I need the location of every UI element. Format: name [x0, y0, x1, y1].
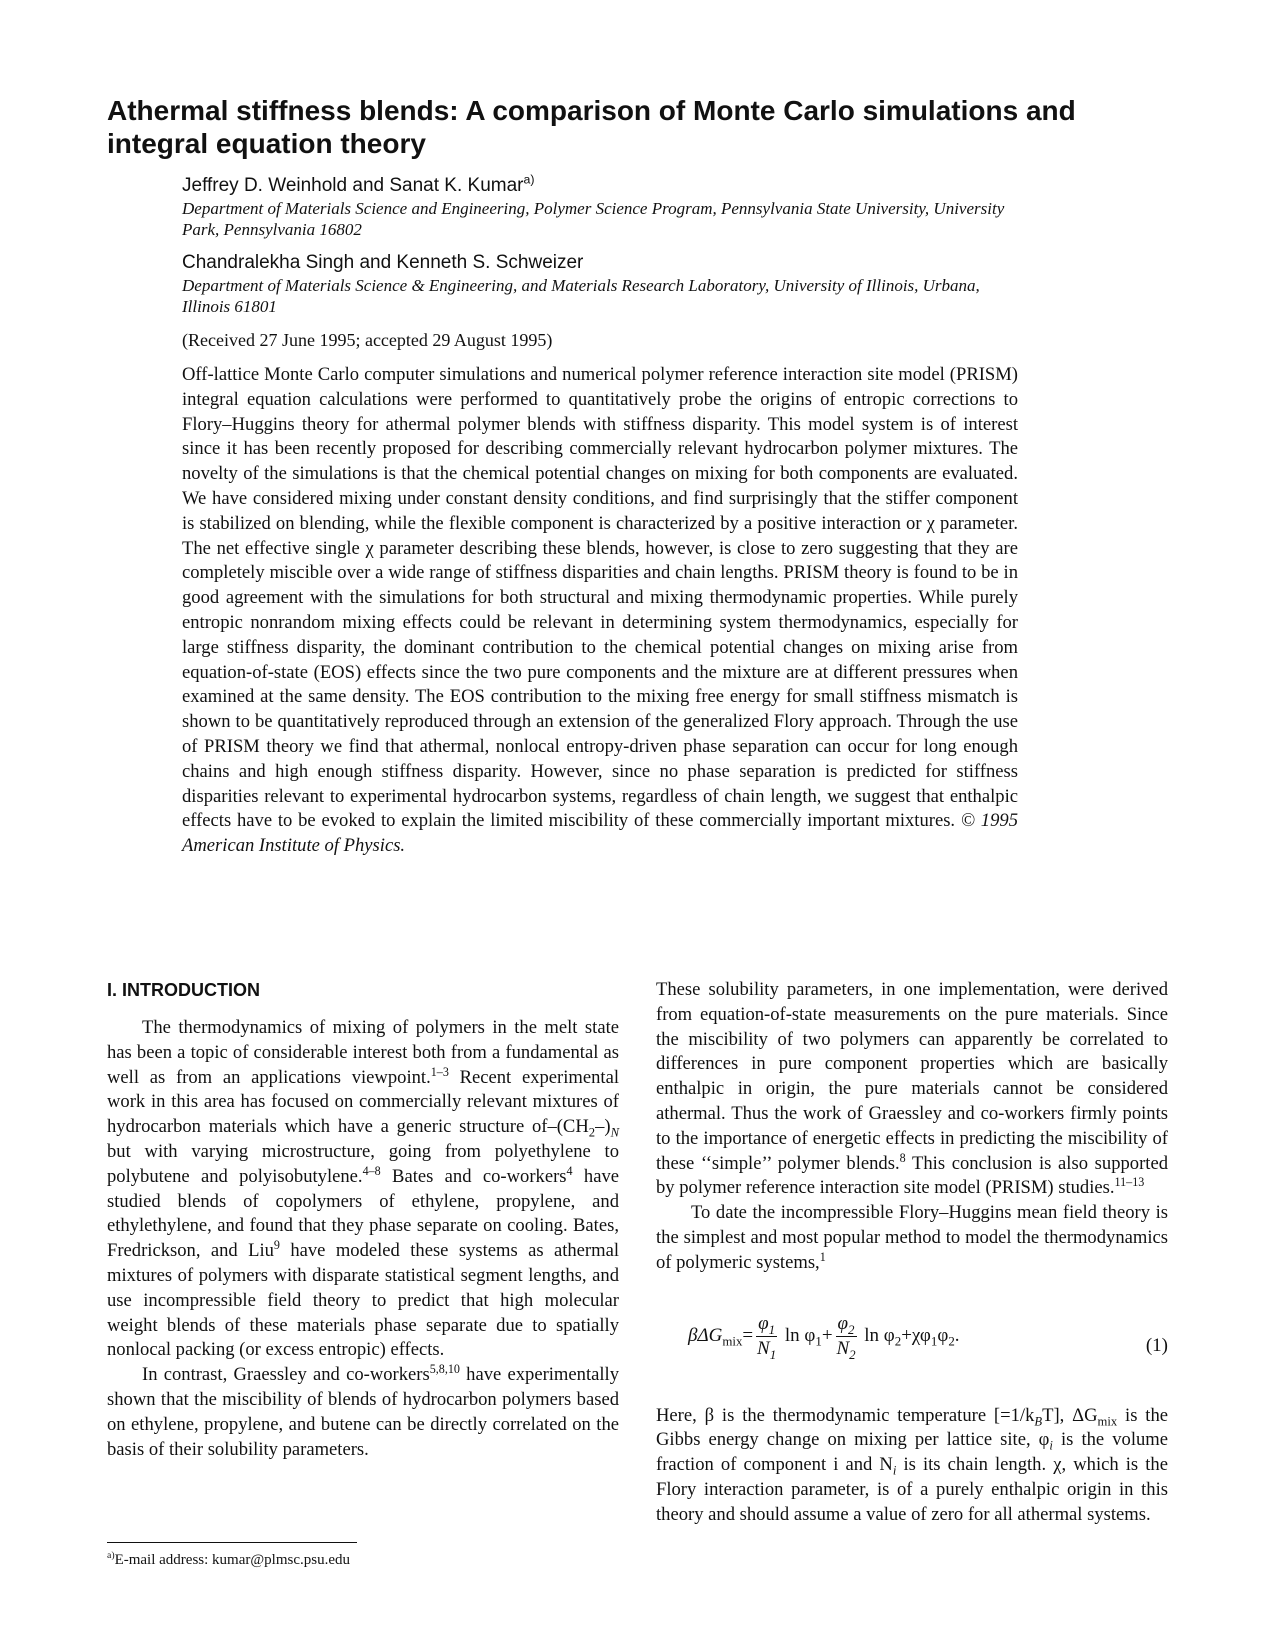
citation: 1: [819, 1249, 826, 1264]
received-dates: (Received 27 June 1995; accepted 29 August 1995): [182, 330, 553, 350]
author-footnote-mark: a): [523, 172, 535, 187]
abstract: [182, 363, 1018, 859]
footnote-text: E-mail address: kumar@plmsc.psu.edu: [114, 1552, 351, 1568]
copyright-notice: © 1995 American Institute of Physics.: [182, 810, 1018, 857]
intro-paragraph-1: The thermodynamics of mixing of polymers in the melt state has been a topic of considerable interest both from a fundamental as well as from an applications viewpoint.$^{1-3}$ Recent experimental work in this area has focused on commercially relevant mixtures of hydrocarbon materials which have a generic structure $of-(CH_2-)_N$ but with varying microstructure, going from polyethylene to polybutene and polyisobutylene.$^{4-8}$ Bates and co-workers$^4$ have studied blends of copolymers of ethylene, propylene, and ethylethylene, and found that they phase separate on cooling. Bates, Fredrickson, and Liu$^9$ have modeled these systems as athermal mixtures of polymers with disparate statistical segment lengths, and use incompressible field theory to predict that high molecular weight blends of these materials phase separate due to spatially nonlocal packing (or excess entropic) effects.: [107, 1017, 620, 1361]
author-list-1: [182, 174, 1018, 198]
citation: 1–3: [430, 1064, 449, 1079]
column-left: [107, 978, 619, 1462]
citation: 4–8: [362, 1163, 381, 1178]
footnote-rule: [107, 1542, 357, 1543]
equation-body: βΔG$_{mix}$= $\frac{\varphi_1}{N_1}$ $\ln \varphi_1+$ $\frac{\varphi_2}{N_2}$ $\ln \varphi_2+\chi\varphi_1\varphi_2$.: [688, 1312, 960, 1362]
affiliation-2: Department of Materials Science & Engineering, and Materials Research Laboratory, University of Illinois, Urbana, Illinois 61801: [182, 276, 980, 316]
intro-paragraph-2: In contrast, Graessley and co-workers$^{5,8,10}$ have experimentally shown that the miscibility of blends of hydrocarbon polymers based on ethylene, propylene, and butene can be directly correlated on the basis of their solubility parameters.: [107, 1361, 619, 1460]
fraction-2: $\frac{\varphi_2}{N_2}$: [836, 1312, 856, 1362]
citation: 11–13: [1114, 1175, 1145, 1190]
column-right: [656, 978, 1168, 1528]
equation-1: [656, 1304, 1168, 1386]
paper-title: Athermal stiffness blends: A comparison of Monte Carlo simulations and integral equation theory: [107, 95, 1076, 159]
front-matter: [182, 174, 1018, 859]
citation: 4: [566, 1163, 573, 1178]
abstract-text: Off-lattice Monte Carlo computer simulations and numerical polymer reference interaction site model (PRISM) integral equation calculations were performed to quantitatively probe the origins of entropic corrections to Flory–Huggins theory for athermal polymer blends with stiffness disparity. This model system is of interest since it has been recently proposed for describing commercially relevant hydrocarbon polymer mixtures. The novelty of the simulations is that the chemical potential changes on mixing for both components are evaluated. We have considered mixing under constant density conditions, and find surprisingly that the stiffer component is stabilized on blending, while the flexible component is characterized by a positive interaction or χ parameter. The net effective single χ parameter describing these blends, however, is close to zero suggesting that they are completely miscible over a wide range of stiffness disparities and chain lengths. PRISM theory is found to be in good agreement with the simulations for both structural and mixing thermodynamic properties. While purely entropic nonrandom mixing effects could be relevant in determining system thermodynamics, especially for large stiffness disparity, the dominant contribution to the chemical potential changes on mixing arise from equation-of-state (EOS) effects since the two pure components and the mixture are at different pressures when examined at the same density. The EOS contribution to the mixing free energy for small stiffness mismatch is shown to be quantitatively reproduced through an extension of the generalized Flory approach. Through the use of PRISM theory we find that athermal, nonlocal entropy-driven phase separation can occur for long enough chains and high enough stiffness disparity. However, since no phase separation is predicted for stiffness disparities relevant to experimental hydrocarbon systems, regardless of chain length, we suggest that enthalpic effects have to be evoked to explain the limited miscibility of these commercially important mixtures.: [182, 364, 1018, 832]
fraction-1: $\frac{\varphi_1}{N_1}$: [757, 1312, 777, 1362]
footnote: [107, 1550, 607, 1570]
citation: 8: [899, 1150, 906, 1165]
authors-2: Chandralekha Singh and Kenneth S. Schweizer: [182, 252, 584, 273]
footnote-mark: a): [107, 1550, 115, 1561]
affiliation-1: Department of Materials Science and Engineering, Polymer Science Program, Pennsylvania State University, University Park, Pennsylvania 16802: [182, 199, 1005, 239]
intro-paragraph-5: Here, β is the thermodynamic temperature $[=1/k_BT]$, $\Delta G_{mix}$ is the Gibbs energy change on mixing per lattice site, $\varphi_i$ is the volume fraction of component i and $N_i$ is its chain length. χ, which is the Flory interaction parameter, is of a purely enthalpic origin in this theory and should assume a value of zero for all athermal systems.: [656, 1404, 1168, 1525]
equation-number: (1): [1145, 1334, 1168, 1356]
citation: 5,8,10: [429, 1361, 460, 1376]
citation: 9: [273, 1237, 280, 1252]
intro-paragraph-3: These solubility parameters, in one implementation, were derived from equation-of-state measurements on the pure materials. Since the miscibility of two polymers can apparently be correlated to differences in pure component properties which are basically enthalpic in origin, the pure materials cannot be considered athermal. Thus the work of Graessley and co-workers firmly points to the importance of energetic effects in predicting the miscibility of these ‘‘simple’’ polymer blends.$^8$ This conclusion is also supported by polymer reference interaction site model (PRISM) studies.$^{11-13}$: [656, 979, 1168, 1199]
section-heading: I. INTRODUCTION: [107, 980, 260, 1000]
authors-1: Jeffrey D. Weinhold and Sanat K. Kumar: [182, 175, 524, 196]
intro-paragraph-4: To date the incompressible Flory–Huggins mean field theory is the simplest and most popular method to model the thermodynamics of polymeric systems,$^1$: [656, 1202, 1168, 1273]
